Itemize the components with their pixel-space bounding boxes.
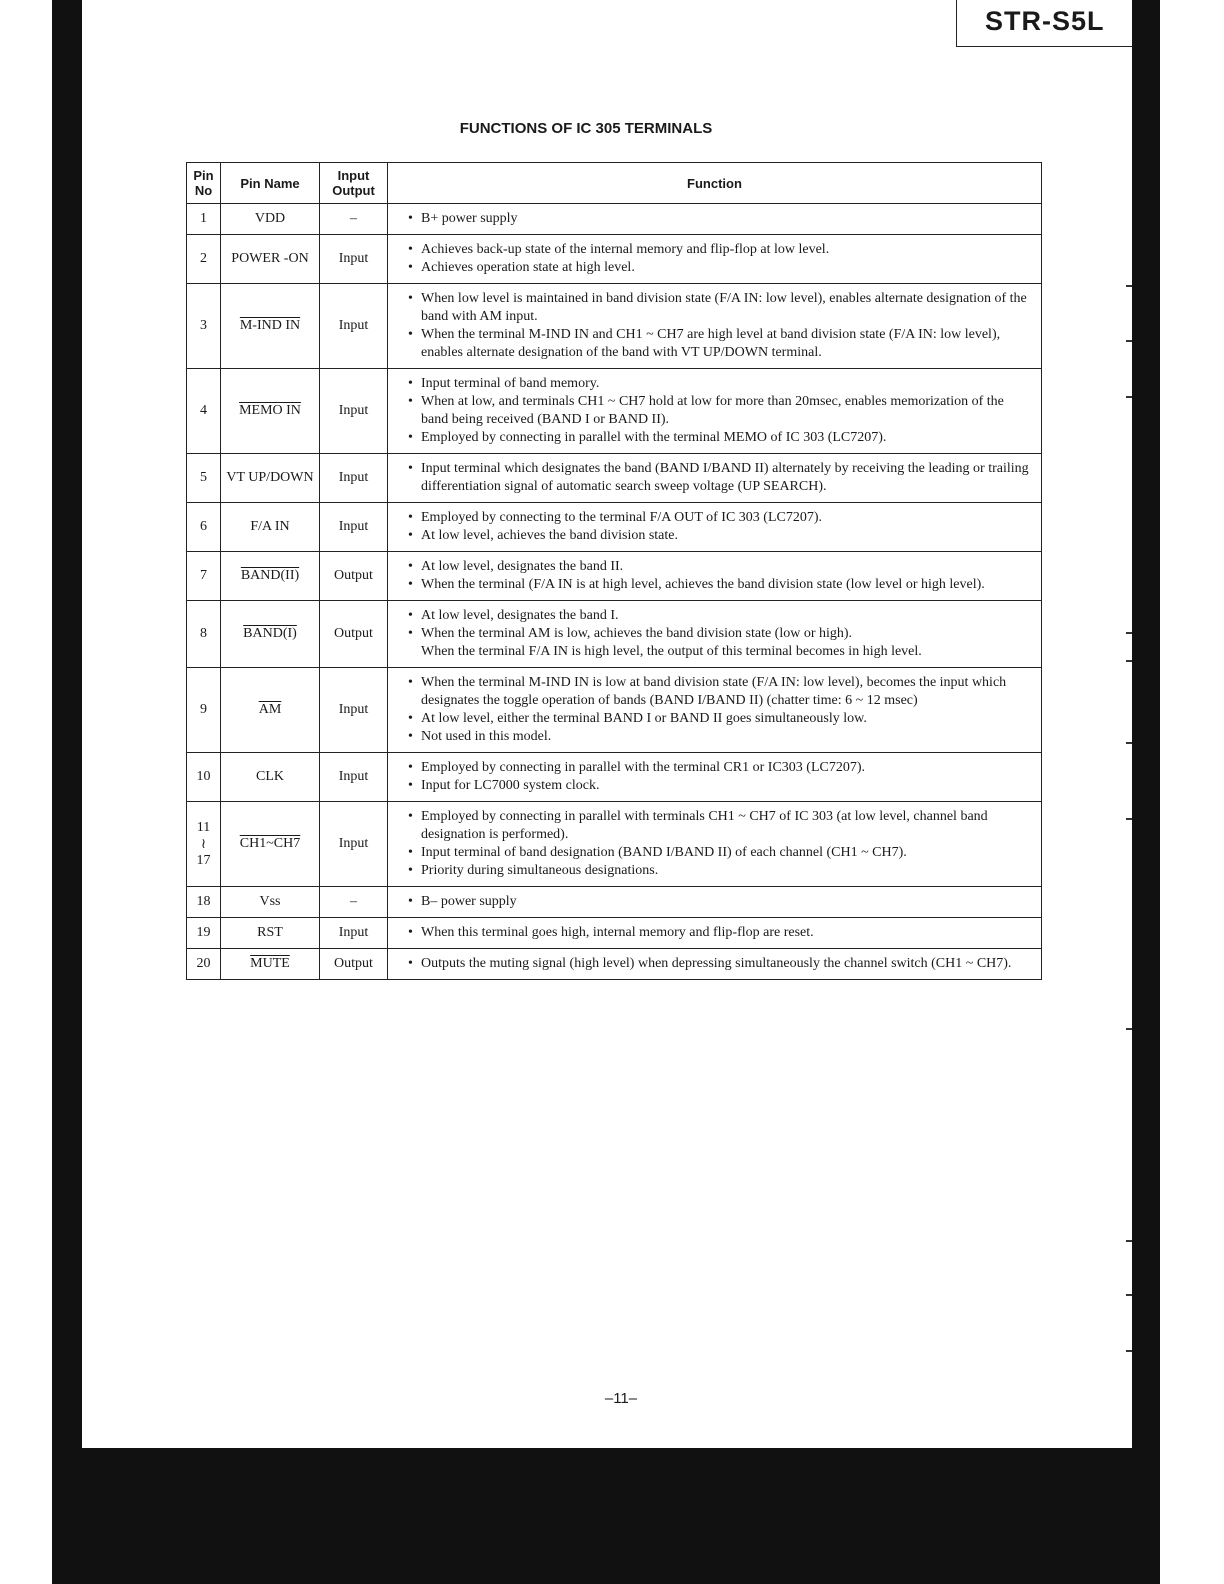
pin-number: 1 [187,204,221,235]
pin-name [221,552,320,601]
function-list [408,674,1031,746]
pin-direction: Input [320,235,388,284]
table-row [187,284,1042,369]
pin-name [221,887,320,918]
function-item: • B+ power supply [408,210,1031,228]
function-list [408,607,1031,661]
pin-name-text: VDD [254,211,286,226]
pin-name [221,668,320,753]
pin-direction: Input [320,668,388,753]
function-list [408,241,1031,277]
function-item: • Employed by connecting in parallel with the terminal MEMO of IC 303 (LC7207). [408,429,1031,447]
pin-direction: – [320,204,388,235]
pin-name [221,454,320,503]
pin-name-text: CLK [256,769,284,784]
pin-direction: Input [320,753,388,802]
pin-function-table [186,162,1042,980]
function-item-continuation: When the terminal F/A IN is high level, the output of this terminal becomes in high level. [421,644,922,659]
pin-direction: Output [320,949,388,980]
pin-function [388,503,1042,552]
scan-border-right [1132,0,1160,1584]
pin-name-text: F/A IN [250,519,290,534]
function-item: • When the terminal AM is low, achieves the band division state (low or high). [408,625,1031,643]
function-list [408,558,1031,594]
function-item: • Priority during simultaneous designations. [408,862,1031,880]
pin-number: 4 [187,369,221,454]
function-item: • Input terminal which designates the band (BAND I/BAND II) alternately by receiving the leading or trailing differentiation signal of automatic search sweep voltage (UP SEARCH). [408,460,1031,496]
function-item: • Employed by connecting in parallel with the terminal CR1 or IC303 (LC7207). [408,759,1031,777]
pin-number: 6 [187,503,221,552]
table-row [187,949,1042,980]
pin-direction: – [320,887,388,918]
pin-number: 5 [187,454,221,503]
pin-name [221,802,320,887]
function-item: • Achieves back-up state of the internal memory and flip-flop at low level. [408,241,1031,259]
function-item: • When the terminal M-IND IN is low at band division state (F/A IN: low level), becomes the input which designates the toggle operation of bands (BAND I/BAND II) (chatter time: 6 ~ 12 msec) [408,674,1031,710]
pin-function [388,918,1042,949]
header-pin-name: Pin Name [221,163,320,204]
function-item: • At low level, either the terminal BAND I or BAND II goes simultaneously low. [408,710,1031,728]
table-row [187,503,1042,552]
pin-name-text: BAND(II) [240,568,300,583]
function-item: • When the terminal (F/A IN is at high level, achieves the band division state (low level or high level). [408,576,1031,594]
function-list [408,955,1031,973]
pin-direction: Input [320,454,388,503]
pin-name-text: CH1~CH7 [239,836,301,851]
function-item: • At low level, achieves the band division state. [408,527,1031,545]
function-item: • When this terminal goes high, internal memory and flip-flop are reset. [408,924,1031,942]
table-row [187,668,1042,753]
pin-function [388,369,1042,454]
function-item: • At low level, designates the band I. [408,607,1031,625]
function-item: • Employed by connecting to the terminal F/A OUT of IC 303 (LC7207). [408,509,1031,527]
pin-name-text: MEMO IN [239,403,301,418]
function-list [408,808,1031,880]
function-item: • At low level, designates the band II. [408,558,1031,576]
page-number: –11– [604,1390,638,1407]
function-item: • Achieves operation state at high level. [408,259,1031,277]
function-item: • Employed by connecting in parallel with terminals CH1 ~ CH7 of IC 303 (at low level, channel band designation is performed). [408,808,1031,844]
function-item: • Input terminal of band memory. [408,375,1031,393]
model-number: STR-S5L [985,6,1105,36]
function-list [408,509,1031,545]
pin-number: 10 [187,753,221,802]
pin-number: 20 [187,949,221,980]
table-row [187,802,1042,887]
scan-border-bottom [52,1448,1160,1584]
page-margin-left [0,0,52,1584]
pin-direction: Input [320,284,388,369]
pin-name-text: Vss [259,894,281,909]
pin-name [221,235,320,284]
pin-direction: Input [320,369,388,454]
pin-function [388,753,1042,802]
pin-name-text: MUTE [250,956,290,971]
function-list [408,290,1031,362]
function-item: • Outputs the muting signal (high level) when depressing simultaneously the channel switch (CH1 ~ CH7). [408,955,1031,973]
pin-name-text: VT UP/DOWN [226,470,314,485]
pin-name [221,369,320,454]
pin-name [221,753,320,802]
pin-direction: Input [320,802,388,887]
function-list [408,759,1031,795]
pin-number: 19 [187,918,221,949]
table-row [187,235,1042,284]
pin-name-text: RST [257,925,283,940]
pin-function [388,802,1042,887]
pin-function [388,204,1042,235]
pin-number: 3 [187,284,221,369]
pin-number: 2 [187,235,221,284]
header-function: Function [388,163,1042,204]
table-row [187,552,1042,601]
pin-direction: Input [320,918,388,949]
table-row [187,887,1042,918]
function-list [408,375,1031,447]
pin-name-text: $\overline{AM}$ [258,702,282,717]
table-row [187,753,1042,802]
pin-name [221,601,320,668]
document-page [82,0,1132,1448]
scan-border-left [52,0,82,1448]
page-title: FUNCTIONS OF IC 305 TERMINALS [459,120,713,137]
pin-function [388,552,1042,601]
function-list [408,893,1031,911]
pin-direction: Output [320,601,388,668]
pin-function [388,454,1042,503]
function-item: • Input terminal of band designation (BAND I/BAND II) of each channel (CH1 ~ CH7). [408,844,1031,862]
page-margin-right [1160,0,1224,1584]
pin-name [221,949,320,980]
pin-name-text: M-IND IN [239,318,301,333]
table-header-row [187,163,1042,204]
table-row [187,204,1042,235]
function-item: • When at low, and terminals CH1 ~ CH7 hold at low for more than 20msec, enables memorization of the band being received (BAND I or BAND II). [408,393,1031,429]
pin-function [388,235,1042,284]
function-item: • When the terminal M-IND IN and CH1 ~ CH7 are high level at band division state (F/A IN: low level), enables alternate designation of the band with VT UP/DOWN terminal. [408,326,1031,362]
pin-name-text: POWER -ON [231,251,309,266]
function-item: • B– power supply [408,893,1031,911]
pin-number: 9 [187,668,221,753]
function-list [408,210,1031,228]
function-item: • When low level is maintained in band division state (F/A IN: low level), enables alternate designation of the band with AM input. [408,290,1031,326]
pin-number: 11 ≀ 17 [187,802,221,887]
function-list [408,460,1031,496]
header-pin-no: Pin No [187,163,221,204]
table-row [187,601,1042,668]
pin-name-text: BAND(I) [243,626,297,641]
pin-number: 8 [187,601,221,668]
pin-function [388,601,1042,668]
table-row [187,918,1042,949]
model-header-box [956,0,1133,47]
pin-function [388,949,1042,980]
pin-name [221,284,320,369]
function-item: • Input for LC7000 system clock. [408,777,1031,795]
pin-function [388,668,1042,753]
table-row [187,454,1042,503]
pin-name [221,918,320,949]
function-list [408,924,1031,942]
pin-function [388,284,1042,369]
function-item: • Not used in this model. [408,728,1031,746]
pin-function [388,887,1042,918]
pin-name [221,204,320,235]
pin-direction: Input [320,503,388,552]
pin-name [221,503,320,552]
table-row [187,369,1042,454]
header-input-output: Input Output [320,163,388,204]
pin-number: 18 [187,887,221,918]
pin-number: 7 [187,552,221,601]
pin-direction: Output [320,552,388,601]
